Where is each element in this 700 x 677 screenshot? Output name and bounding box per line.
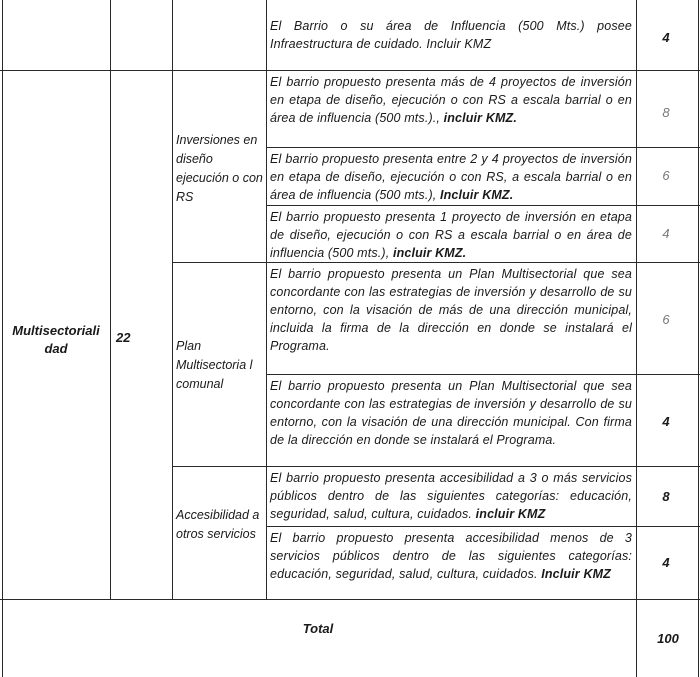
table-line: [110, 0, 111, 599]
subcategory-plan-multisectorial: Plan Multisectoria l comunal: [176, 339, 253, 391]
table-line: [266, 374, 700, 375]
row-description: El barrio propuesto presenta accesibilidad a 3 o más servicios públicos dentro de las siguientes categorías: educación, seguridad, salud, cultura, cuidados. incluir KMZ: [270, 471, 632, 521]
row-score: 8: [662, 489, 670, 504]
table-line: [266, 205, 700, 206]
table-line: [266, 0, 267, 599]
table-line: [0, 70, 700, 71]
row-score: 4: [662, 414, 670, 429]
table-line: [266, 147, 700, 148]
table-line: [0, 599, 700, 600]
total-value: 100: [657, 631, 679, 646]
row-description: El barrio propuesto presenta un Plan Multisectorial que sea concordante con las estrategias de inversión y desarrollo de su entorno, con la visación de más de una dirección municipal, incluida la firma de la dirección en donde se instalará el Programa.: [270, 267, 632, 353]
row-score: 4: [662, 226, 670, 241]
table-line: [172, 466, 700, 467]
table-line: [698, 0, 699, 677]
table-line: [172, 0, 173, 599]
row-description: El Barrio o su área de Influencia (500 Mts.) posee Infraestructura de cuidado. Incluir KMZ: [270, 19, 632, 51]
row-description: El barrio propuesto presenta 1 proyecto de inversión en etapa de diseño, ejecución o con RS a escala barrial o en área de influencia (500 mts.), incluir KMZ.: [270, 210, 632, 260]
total-label: Total: [302, 621, 334, 636]
row-description: El barrio propuesto presenta accesibilidad menos de 3 servicios públicos dentro de las siguientes categorías: educación, seguridad, salud, cultura, cuidados. Incluir KMZ: [270, 531, 632, 581]
category-name: Multisectoriali dad: [12, 323, 100, 356]
row-score: 4: [662, 30, 670, 45]
row-score: 4: [662, 555, 670, 570]
row-description: El barrio propuesto presenta un Plan Multisectorial que sea concordante con las estrategias de inversión y desarrollo de su entorno, con la visación de una dirección municipal. Con firma de la dirección en donde se instalará el Programa.: [270, 379, 632, 447]
table-line: [636, 0, 637, 677]
row-description: El barrio propuesto presenta entre 2 y 4 proyectos de inversión en etapa de diseño, ejecución o con RS, a escala barrial o en área de influencia (500 mts.), Incluir KMZ.: [270, 152, 632, 202]
table-line: [172, 262, 700, 263]
row-score: 6: [662, 168, 670, 183]
subcategory-accesibilidad: Accesibilidad a otros servicios: [176, 508, 260, 541]
row-description: El barrio propuesto presenta más de 4 proyectos de inversión en etapa de diseño, ejecución o con RS a escala barrial o en área de influencia (500 mts.)., incluir KMZ.: [270, 75, 632, 125]
category-max-points: 22: [116, 330, 131, 345]
table-line: [2, 0, 3, 677]
row-score: 6: [662, 312, 670, 327]
row-score: 8: [662, 105, 670, 120]
subcategory-inversiones: Inversiones en diseño ejecución o con RS: [176, 133, 263, 204]
table-line: [266, 526, 700, 527]
